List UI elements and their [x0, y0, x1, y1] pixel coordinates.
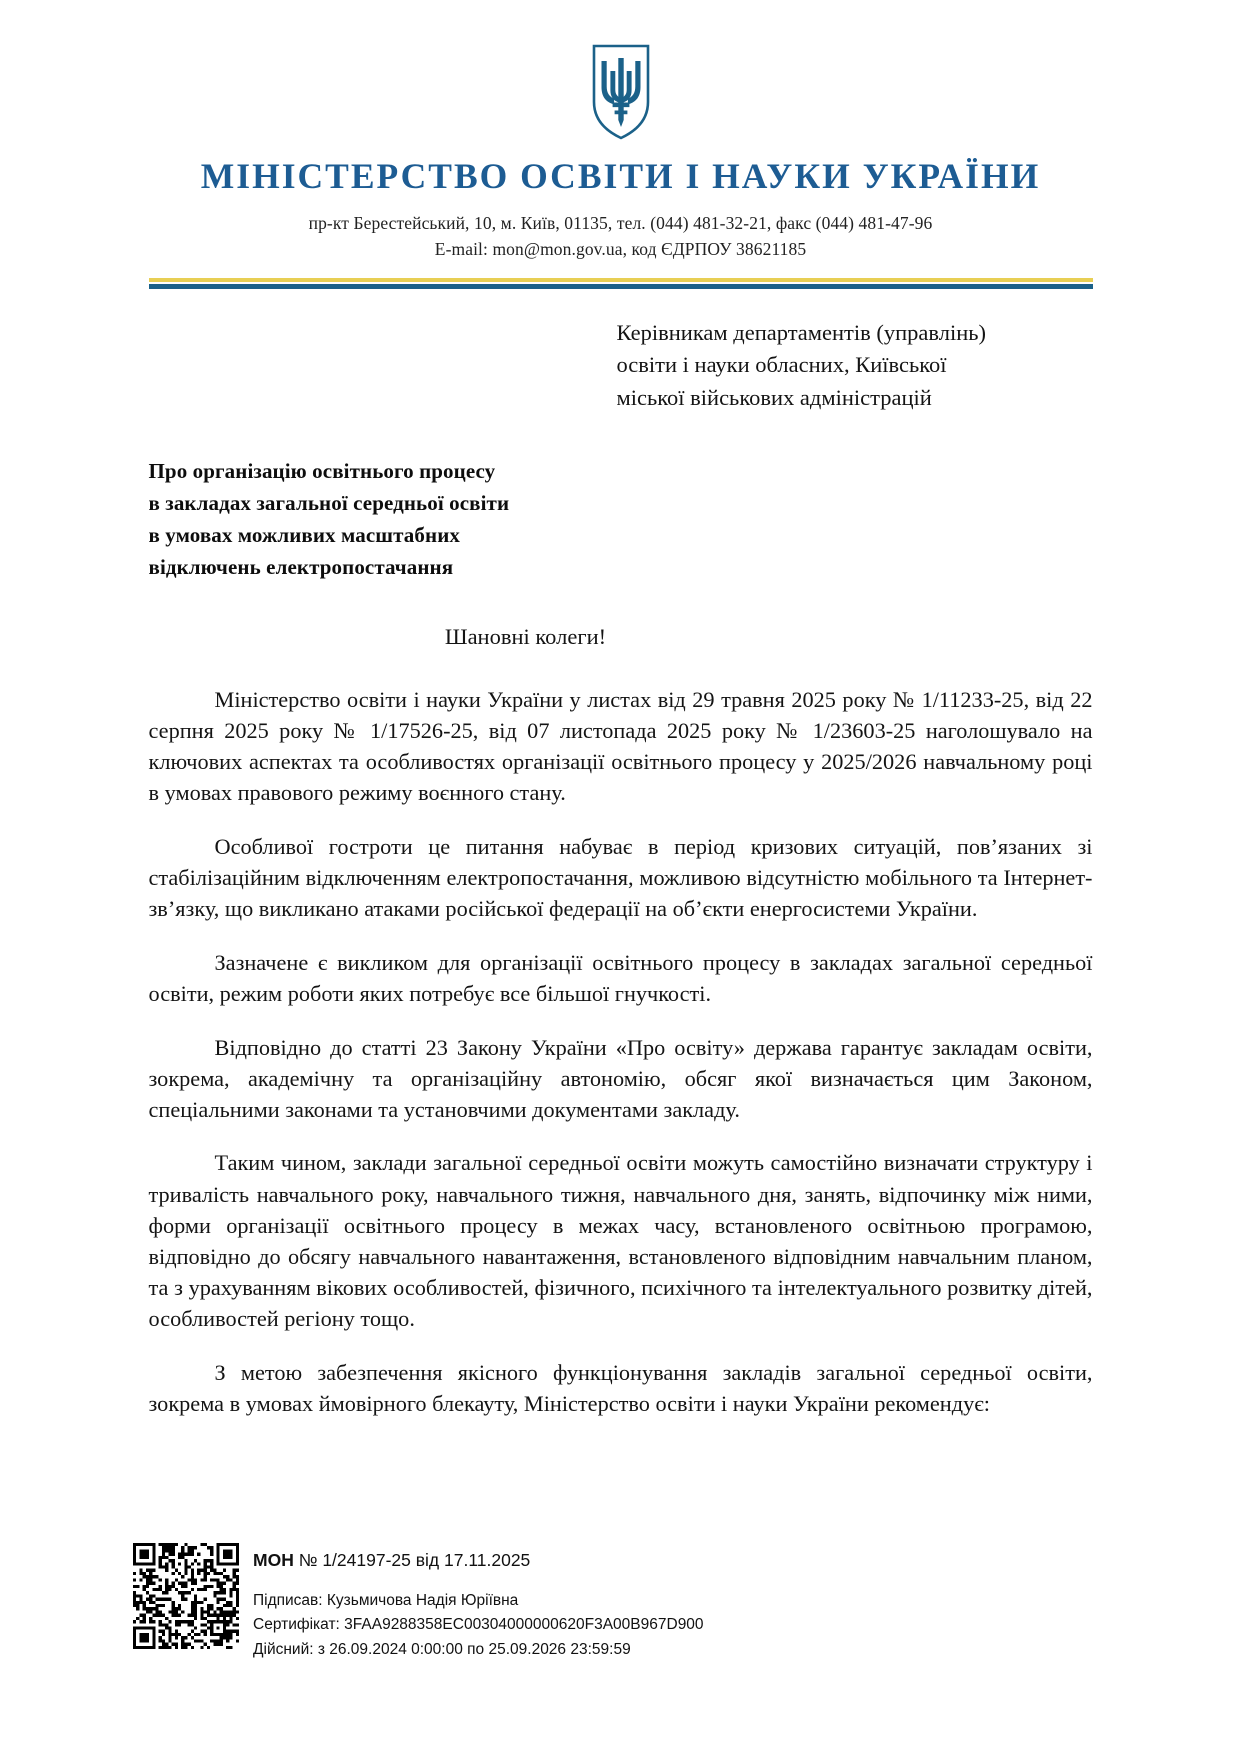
ukraine-trident-coat-of-arms-icon: [592, 44, 650, 140]
body-paragraph: Міністерство освіти і науки України у листах від 29 травня 2025 року № 1/11233-25, від 22 серпня 2025 року № 1/17526-25, від 07 листопада 2025 року № 1/23603-25 наголошувало на ключових аспектах та особливостях організації освітнього процесу у 2025/2026 навчальному році в умовах правового режиму воєнного стану.: [148, 686, 1093, 806]
body-paragraph: Відповідно до статті 23 Закону України «Про освіту» держава гарантує закладам освіти, зокрема, академічну та організаційну автономію, обсяг якої визначається цим Законом, спеціальними законами та установчими документами закладу.: [148, 1034, 1093, 1122]
ministry-title: МІНІСТЕРСТВО ОСВІТИ І НАУКИ УКРАЇНИ: [200, 156, 1041, 196]
signature-number-value: № 1/24197-25 від 17.11.2025: [293, 1550, 531, 1571]
letterhead: [0, 0, 1241, 289]
qr-code: [133, 1543, 239, 1649]
body-paragraph: З метою забезпечення якісного функціонування закладів загальної середньої освіти, зокрема в умовах ймовірного блекауту, Міністерство освіти і науки України рекомендує:: [148, 1359, 1093, 1417]
signature-org-label: МОН: [253, 1550, 294, 1571]
body-paragraph: Зазначене є викликом для організації освітнього процесу в закладах загальної середньої освіти, режим роботи яких потребує все більшої гнучкості.: [148, 949, 1093, 1007]
ministry-address: пр-кт Берестейський, 10, м. Київ, 01135, тел. (044) 481-32-21, факс (044) 481-47-96: [308, 213, 933, 234]
signature-validity: Дійсний: з 26.09.2024 0:00:00 по 25.09.2026 23:59:59: [253, 1640, 631, 1658]
ministry-email: E-mail: mon@mon.gov.ua, код ЄДРПОУ 38621185: [434, 238, 807, 259]
subject-line: в закладах загальної середньої освіти: [148, 491, 510, 516]
signature-details: [253, 1543, 704, 1662]
subject-line: відключень електропостачання: [148, 554, 454, 579]
body-paragraph: Особливої гостроти це питання набуває в період кризових ситуацій, пов’язаних зі стабілізаційним відключенням електропостачання, можливою відсутністю мобільного та Інтернет-зв’язку, що викликано атаками російської федерації на об’єкти енергосистеми України.: [148, 833, 1093, 922]
digital-signature-stamp: [133, 1543, 704, 1662]
signature-certificate: Сертифікат: 3FAA9288358EC00304000000620F3A00B967D900: [253, 1616, 704, 1634]
addressee-line: міської військових адміністрацій: [616, 384, 932, 410]
addressee-line: освіти і науки обласних, Київської: [616, 352, 947, 378]
letterhead-divider: [149, 278, 1093, 289]
subject-line: в умовах можливих масштабних: [148, 523, 460, 547]
addressee-block: [617, 317, 1093, 414]
document-body: [149, 289, 1093, 1419]
salutation: Шановні колеги!: [444, 623, 607, 649]
subject-line: Про організацію освітнього процесу: [148, 459, 496, 484]
signature-document-number: [253, 1552, 704, 1570]
addressee-line: Керівникам департаментів (управлінь): [616, 320, 987, 346]
body-paragraph: Таким чином, заклади загальної середньої освіти можуть самостійно визначати структуру і тривалість навчального року, навчального тижня, навчального дня, занять, відпочинку між ними, форми організації освітнього процесу в межах часу, встановленого освітньою програмою, відповідно до обсягу навчального навантаження, встановленого відповідним навчальним планом, та з урахуванням вікових особливостей, фізичного, психічного та інтелектуального розвитку дітей, особливостей регіону тощо.: [148, 1150, 1093, 1332]
signature-signer: Підписав: Кузьмичова Надія Юріївна: [253, 1591, 519, 1609]
subject-block: [149, 456, 1093, 584]
